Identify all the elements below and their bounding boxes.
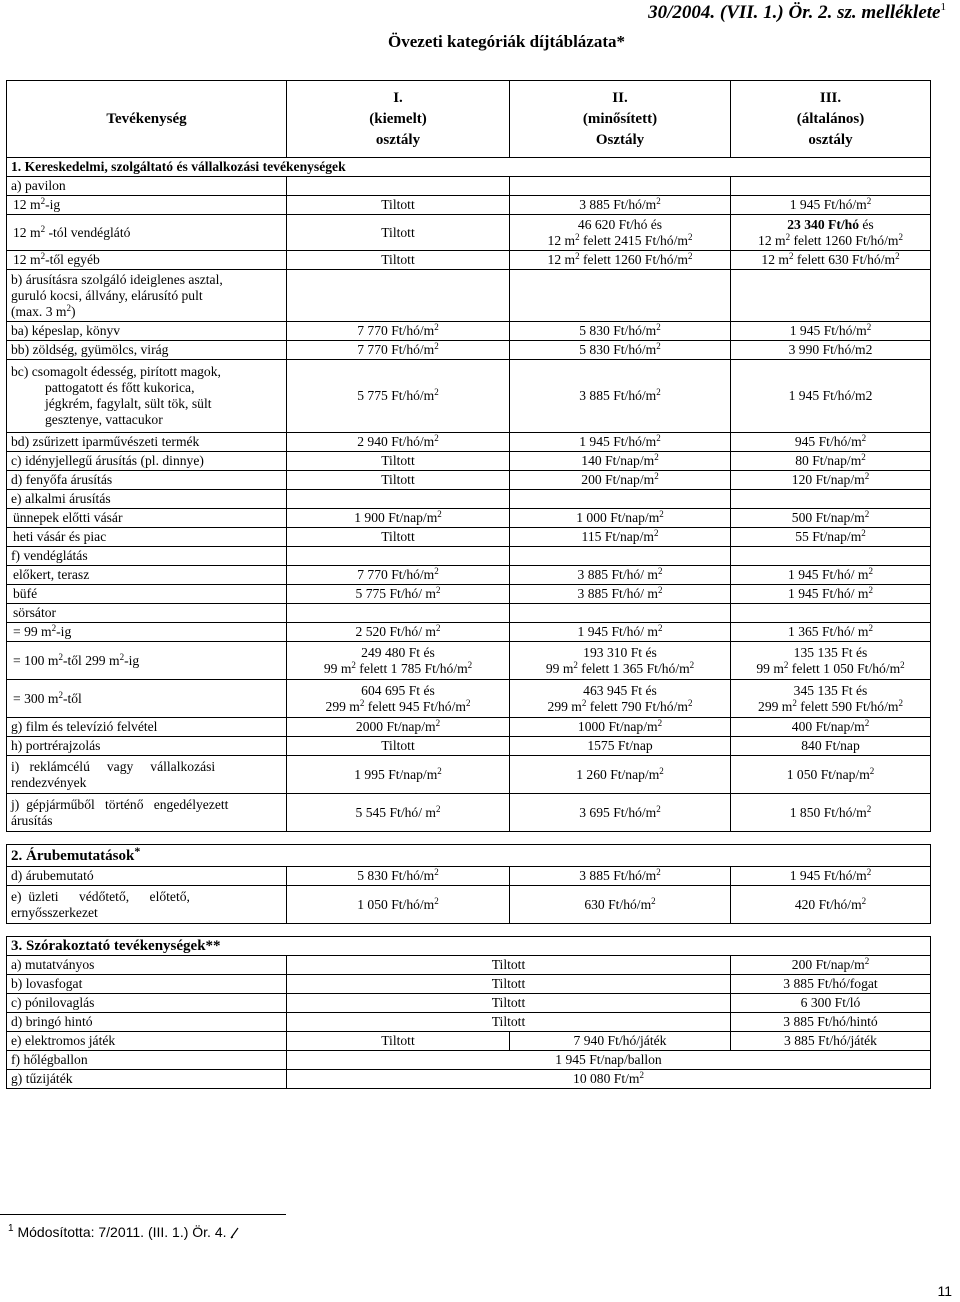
- table-row: e) elektromos játék Tiltott 7 940 Ft/hó/játék 3 885 Ft/hó/játék: [7, 1032, 931, 1051]
- page-title: Övezeti kategóriák díjtáblázata*: [388, 32, 626, 51]
- table-row: f) vendéglátás: [7, 547, 931, 566]
- table-row: 12 $m^2$-től egyéb Tiltott 12 $m^2$ felett 1260 $Ft/hó/m^2$ 12 $m^2$ felett 630 $Ft/hó/m^2$: [7, 251, 931, 270]
- table-row: a) pavilon: [7, 177, 931, 196]
- table-row: c) idényjellegű árusítás (pl. dinnye) Tiltott 140 $Ft/nap/m^2$ 80 $Ft/nap/m^2$: [7, 452, 931, 471]
- section-heading: 1. Kereskedelmi, szolgáltató és vállalkozási tevékenységek: [7, 158, 931, 177]
- table-row: ba) képeslap, könyv 7 770 $Ft/hó/m^2$ 5 830 $Ft/hó/m^2$ 1 945 $Ft/hó/m^2$: [7, 322, 931, 341]
- table-row: f) hőlégballon 1 945 Ft/nap/ballon: [7, 1051, 931, 1070]
- table-row: b) lovasfogat Tiltott 3 885 Ft/hó/fogat: [7, 975, 931, 994]
- table-row: g) film és televízió felvétel 2000 $Ft/nap/m^2$ 1000 $Ft/nap/m^2$ 400 $Ft/nap/m^2$: [7, 718, 931, 737]
- document-reference: 30/2004. (VII. 1.) Ör. 2. sz. melléklete$^1$: [648, 1, 946, 23]
- table-row: bd) zsűrizett iparművészeti termék 2 940 $Ft/hó/m^2$ 1 945 $Ft/hó/m^2$ 945 $Ft/hó/m^2$: [7, 433, 931, 452]
- table-row: bb) zöldség, gyümölcs, virág 7 770 $Ft/hó/m^2$ 5 830 $Ft/hó/m^2$ 3 990 Ft/hó/m2: [7, 341, 931, 360]
- page-number: 11: [937, 1283, 952, 1299]
- header-row: [7, 81, 931, 158]
- footnote: $^1$ Módosította: 7/2011. (III. 1.) Ör. 4.: [8, 1224, 240, 1240]
- pencil-icon[interactable]: [230, 1227, 240, 1239]
- table-row: 12 $m^2-ig$ Tiltott 3 885 $Ft/hó/m^2$ 1 945 $Ft/hó/m^2$: [7, 196, 931, 215]
- table-row: heti vásár és piac Tiltott 115 $Ft/nap/m^2$ 55 $Ft/nap/m^2$: [7, 528, 931, 547]
- table-row: i) reklámcélú vagy vállalkozási rendezvények 1 995 $Ft/nap/m^2$ 1 260 $Ft/nap/m^2$ 1 050 $Ft/nap/m^2$: [7, 756, 931, 794]
- col-class-2: II. (minősített) Osztály: [510, 81, 731, 158]
- table-row: a) mutatványos Tiltott 200 $Ft/nap/m^2$: [7, 956, 931, 975]
- section-heading: 2. Árubemutatások*: [7, 845, 931, 867]
- table-row: e) alkalmi árusítás: [7, 490, 931, 509]
- table-row: büfé 5 775 Ft/hó/ $m^2$ 3 885 Ft/hó/ $m^2$ 1 945 Ft/hó/ $m^2$: [7, 585, 931, 604]
- table-row: = 100 $m^2$-től 299 $m^2-ig$ 249 480 Ft és 99 $m^2$ felett 1 785 $Ft/hó/m^2$ 193 310 Ft és 99 $m^2$ felett 1 365 $Ft/hó/m^2$ 135 135 Ft és 99 $m^2$ felett 1 050 $Ft/hó/m^2$: [7, 642, 931, 680]
- col-class-3: III. (általános) osztály: [731, 81, 931, 158]
- table-row: d) fenyőfa árusítás Tiltott 200 $Ft/nap/m^2$ 120 $Ft/nap/m^2$: [7, 471, 931, 490]
- table-row: sörsátor: [7, 604, 931, 623]
- table-row: g) tűzijáték 10 080 $Ft/m^2$: [7, 1070, 931, 1089]
- table-row: 12 $m^2$ -tól vendéglátó Tiltott 46 620 Ft/hó és 12 $m^2$ felett 2415 $Ft/hó/m^2$ 23 340 Ft/hó és 12 $m^2$ felett 1260 $Ft/hó/m^2$: [7, 215, 931, 251]
- table-row: c) pónilovaglás Tiltott 6 300 Ft/ló: [7, 994, 931, 1013]
- table-row: b) árusításra szolgáló ideiglenes asztal, guruló kocsi, állvány, elárusító pult (max. 3 $m^2$): [7, 270, 931, 322]
- section-heading: 3. Szórakoztató tevékenységek**: [7, 937, 931, 956]
- col-class-1: I. (kiemelt) osztály: [287, 81, 510, 158]
- table-row: = 99 $m^2-ig$ 2 520 Ft/hó/ $m^2$ 1 945 Ft/hó/ $m^2$ 1 365 Ft/hó/ $m^2$: [7, 623, 931, 642]
- table-row: ünnepek előtti vásár 1 900 $Ft/nap/m^2$ 1 000 $Ft/nap/m^2$ 500 $Ft/nap/m^2$: [7, 509, 931, 528]
- footnote-divider: [0, 1214, 286, 1215]
- table-row: e) üzleti védőtető, előtető, ernyősszerkezet 1 050 $Ft/hó/m^2$ 630 $Ft/hó/m^2$ 420 $Ft/hó/m^2$: [7, 886, 931, 924]
- table-row: = 300 $m^2$-től 604 695 Ft és 299 $m^2$ felett 945 $Ft/hó/m^2$ 463 945 Ft és 299 $m^2$ felett 790 $Ft/hó/m^2$ 345 135 Ft és 299 $m^2$ felett 590 $Ft/hó/m^2$: [7, 680, 931, 718]
- table-row: d) árubemutató 5 830 $Ft/hó/m^2$ 3 885 $Ft/hó/m^2$ 1 945 $Ft/hó/m^2$: [7, 867, 931, 886]
- table-row: előkert, terasz 7 770 $Ft/hó/m^2$ 3 885 Ft/hó/ $m^2$ 1 945 Ft/hó/ $m^2$: [7, 566, 931, 585]
- table-row: j) gépjárműből történő engedélyezett árusítás 5 545 Ft/hó/ $m^2$ 3 695 $Ft/hó/m^2$ 1 850 $Ft/hó/m^2$: [7, 794, 931, 832]
- fee-table: [6, 80, 931, 1089]
- table-row: d) bringó hintó Tiltott 3 885 Ft/hó/hintó: [7, 1013, 931, 1032]
- table-row: bc) csomagolt édesség, pirított magok, pattogatott és főtt kukorica, jégkrém, fagylalt, sült tök, sült gesztenye, vattacukor 5 775 $Ft/hó/m^2$ 3 885 $Ft/hó/m^2$ 1 945 Ft/hó/m2: [7, 360, 931, 433]
- table-row: h) portrérajzolás Tiltott 1575 Ft/nap 840 Ft/nap: [7, 737, 931, 756]
- col-activity: Tevékenység: [7, 81, 287, 158]
